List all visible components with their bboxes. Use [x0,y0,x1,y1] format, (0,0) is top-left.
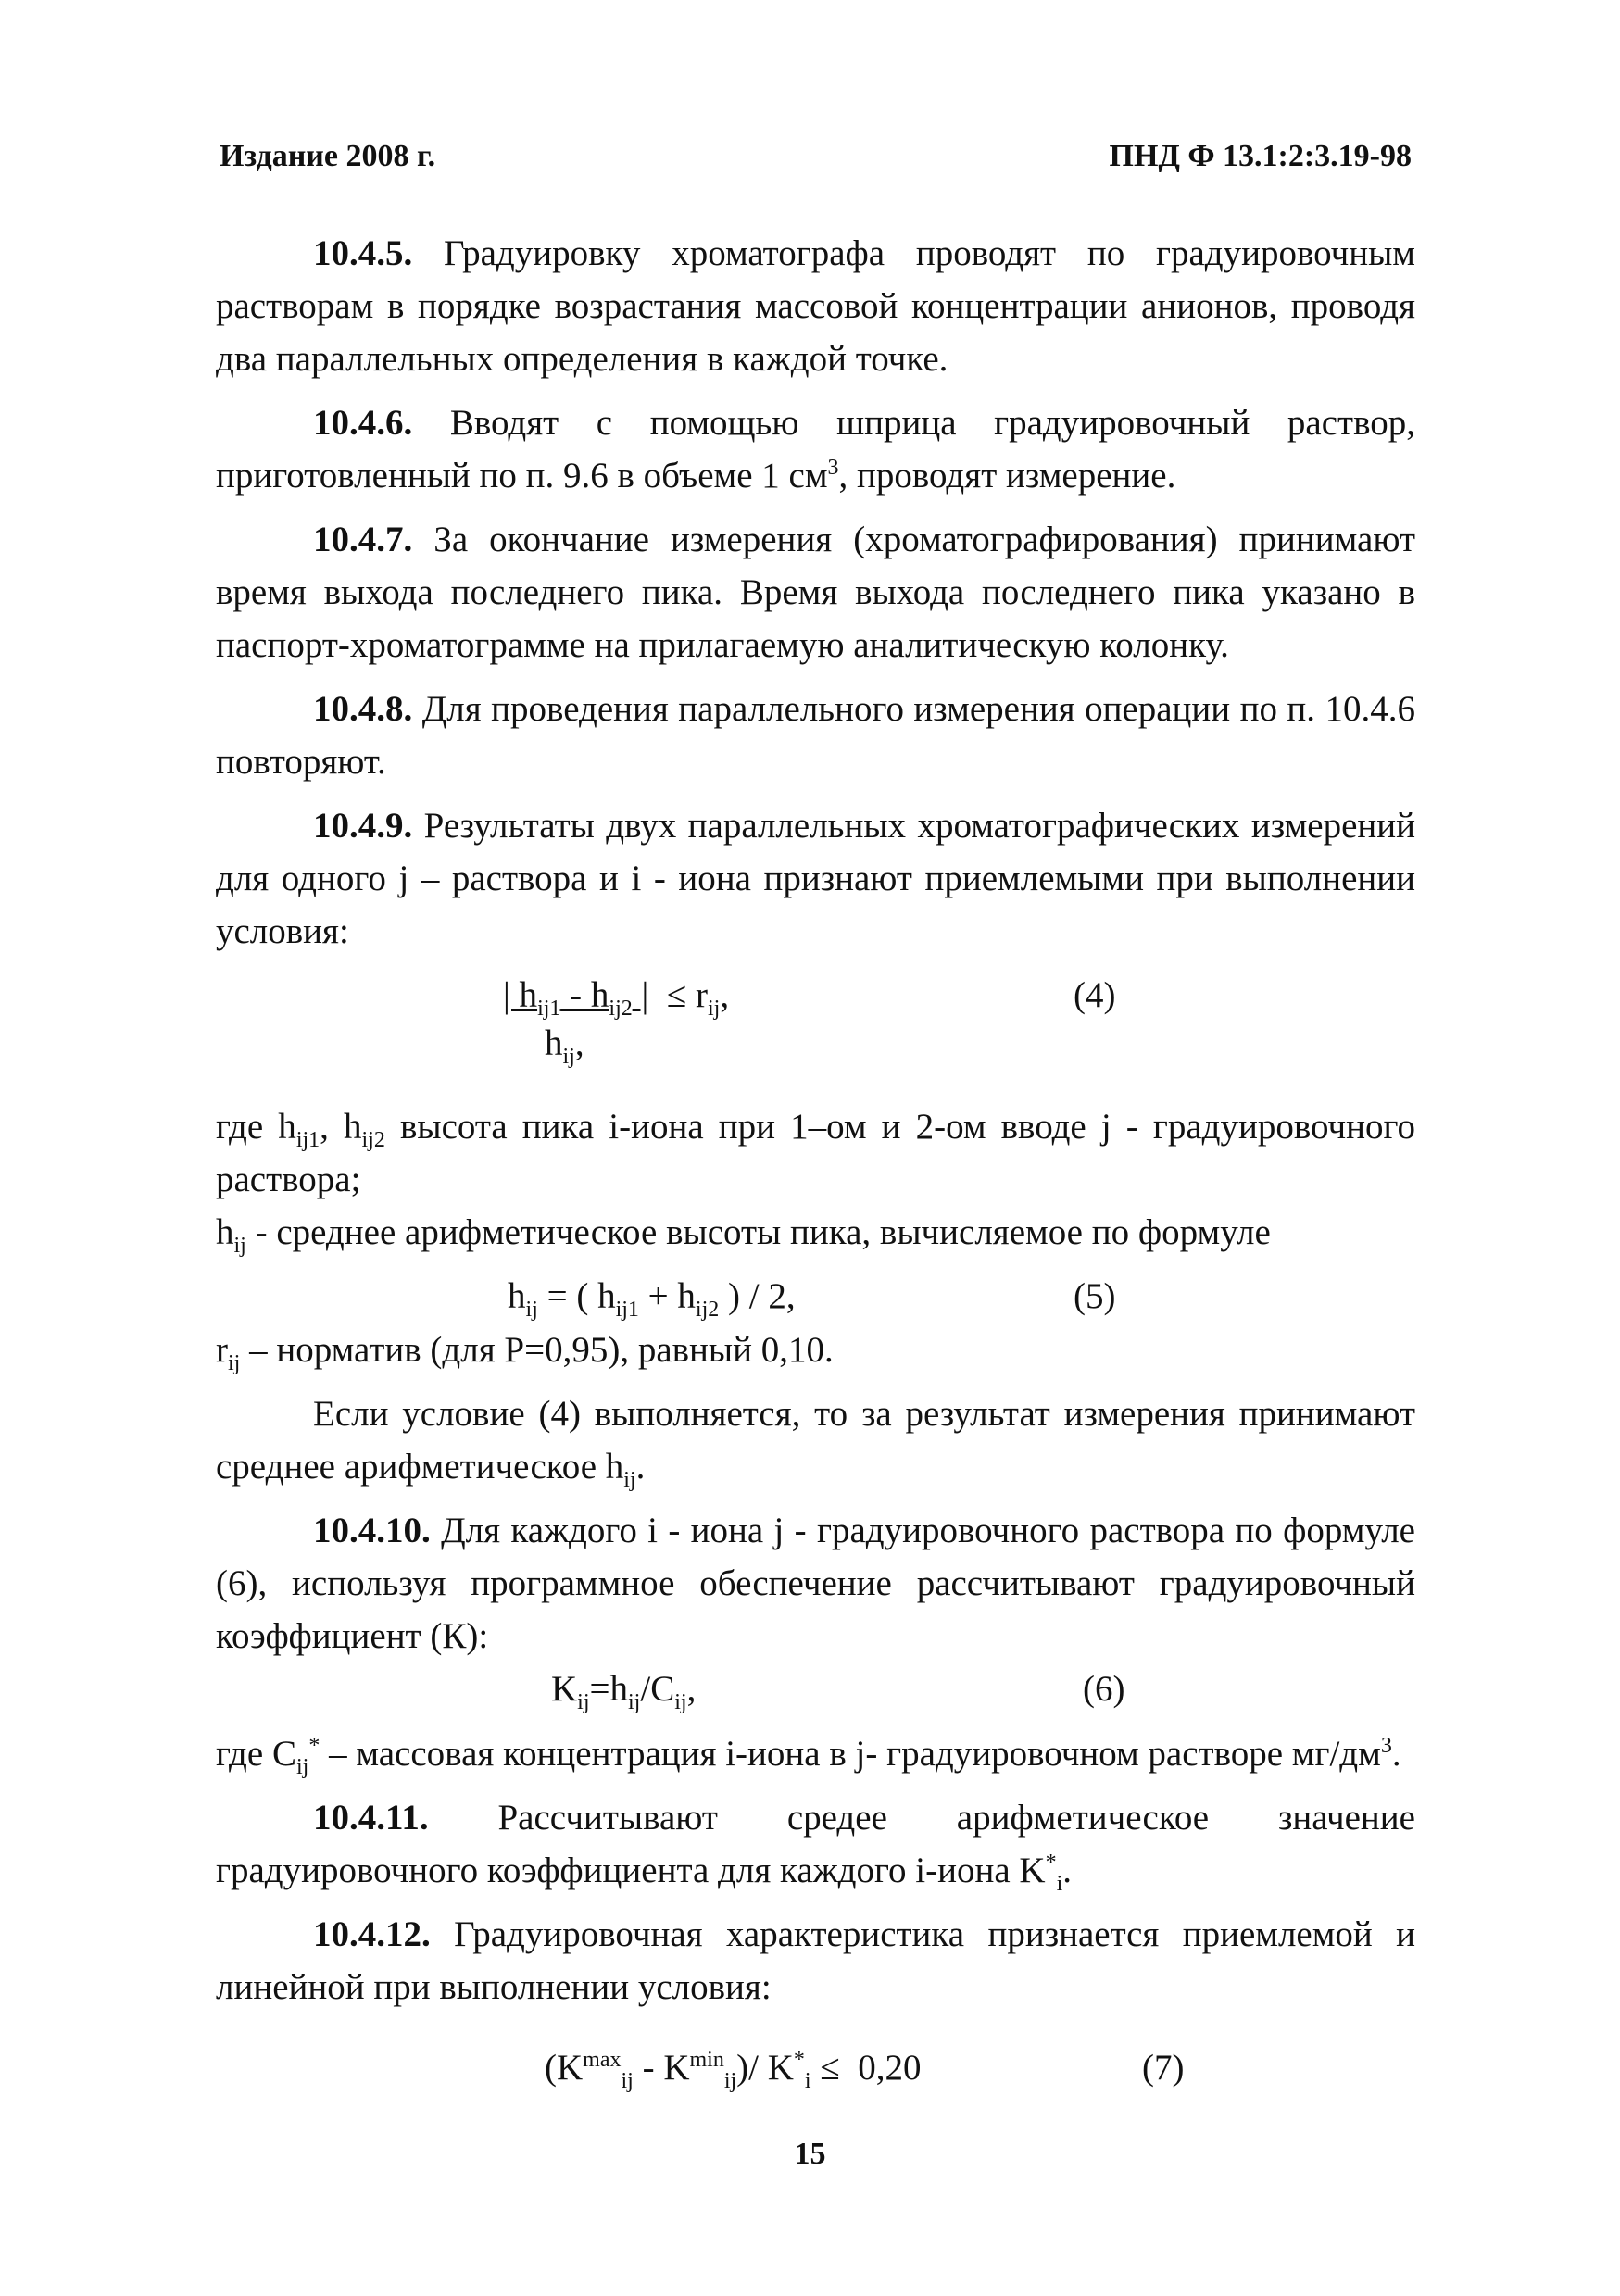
superscript: * [1045,1851,1057,1875]
paragraph-10-4-11 [216,1791,1415,1897]
paragraph-10-4-12 [216,1908,1415,2014]
paragraph-10-4-8 [216,683,1415,788]
page-body [216,227,1415,2095]
paragraph-text: , проводят измерение. [838,456,1176,496]
paragraph-text: . [1062,1851,1072,1890]
text: где h [216,1107,296,1147]
paragraph-text: Результаты двух параллельных хроматографических измерений для одного j – раствора и i - иона признают приемлемыми при выполнении условия: [216,806,1415,951]
text: . [1391,1734,1401,1774]
formula-7-number: (7) [1142,2048,1185,2088]
text: . [635,1447,646,1487]
text: h [216,1212,234,1252]
formula-6 [216,1662,1415,1716]
section-number: 10.4.5. [313,233,413,273]
formula-7-expression: $(K^{max}_{ij} - K^{min}_{ij})/$ $K^*_i \le 0,20$ [545,2048,922,2093]
formula-7 [216,2041,1415,2095]
paragraph-text: Для проведения параллельного измерения операции по п. 10.4.6 повторяют. [216,689,1415,782]
paragraph-condition-4: Если условие (4) выполняется, то за результат измерения принимают среднее арифметическое $h_{ij}$. [216,1394,1415,1492]
subscript: i [1056,1871,1063,1896]
superscript: 3 [1380,1734,1392,1758]
section-number: 10.4.12. [313,1914,431,1954]
paragraph-text: За окончание измерения (хроматографирования) принимают время выхода последнего пика. Время выхода последнего пика указано в паспорт-хроматограмме на прилагаемую аналитическую колонку. [216,520,1415,665]
section-number: 10.4.6. [313,403,413,443]
paragraph-10-4-9 [216,799,1415,958]
paragraph-rij-definition: $r_{ij}$ – норматив (для P=0,95), равный 0,10. [216,1330,834,1375]
section-number: 10.4.7. [313,520,413,559]
section-number: 10.4.8. [313,689,413,729]
formula-5-expression: $h_{ij}$ = ( $h_{ij1} + h_{ij2}$ ) / 2, [508,1276,796,1322]
formula-4-numerator: | $h_{ij1} - h_{ij2}$ | ≤ $r_{ij}$, [503,975,730,1021]
section-number: 10.4.9. [313,806,413,846]
paragraph-text: Градуировочная характеристика признается приемлемой и линейной при выполнении условия: [216,1914,1415,2007]
paragraph-text: Рассчитывают средее арифметическое значение градуировочного коэффициента для каждого i-иона K [216,1798,1415,1890]
edition-label: Издание 2008 г. [220,139,436,173]
paragraph-where-hij: где $h_{ij1}$, $h_{ij2}$ высота пика i-иона при 1–ом и 2-ом вводе j - градуировочного раствора; [216,1107,1416,1199]
paragraph-hij-definition: $h_{ij}$ - среднее арифметическое высоты пика, вычисляемое по формуле [216,1212,1271,1258]
text: Если условие (4) выполняется, то за результат измерения принимают среднее арифметическое h [216,1394,1415,1487]
text: – массовая концентрация i-иона в j- градуировочном растворе мг/дм [320,1734,1381,1774]
paragraph-10-4-10 [216,1504,1415,1662]
text: - среднее арифметическое высоты пика, вычисляемое по формуле [245,1212,1271,1252]
paragraph-text: Вводят с помощью шприца градуировочный раствор, приготовленный по п. 9.6 в объеме 1 см [216,403,1415,496]
formula-4 [216,969,1415,1089]
section-number: 10.4.11. [313,1798,429,1838]
formula-4-number: (4) [1074,975,1116,1015]
paragraph-10-4-7 [216,513,1415,671]
paragraph-where-cij: где $C_{ij}^*$ – массовая концентрация i-иона в j- градуировочном растворе $мг/дм^3$. [216,1734,1401,1779]
formula-6-expression: $K_{ij}=h_{ij}/C_{ij}$, [551,1669,697,1714]
paragraph-text: Для каждого i - иона j - градуировочного раствора по формуле (6), используя программное обеспечение рассчитывают градуировочный коэффициент (К): [216,1511,1415,1656]
document-code: ПНД Ф 13.1:2:3.19-98 [1109,139,1412,173]
formula-5 [216,1270,1415,1324]
text: где C [216,1734,296,1774]
text: r [216,1330,228,1370]
text: – норматив (для P=0,95), равный 0,10. [240,1330,834,1370]
text: , h [320,1107,362,1147]
page-number: 15 [794,2137,826,2171]
superscript: 3 [827,456,839,480]
formula-5-number: (5) [1074,1276,1116,1316]
text: высота пика i-иона при 1–ом и 2-ом вводе j - градуировочного раствора; [216,1107,1416,1199]
paragraph-10-4-6 [216,396,1415,502]
paragraph-10-4-5 [216,227,1415,385]
formula-6-number: (6) [1083,1669,1125,1709]
formula-4-denominator: $h_{ij}$, [545,1023,584,1069]
paragraph-text: Градуировку хроматографа проводят по градуировочным растворам в порядке возрастания массовой концентрации анионов, проводя два параллельных определения в каждой точке. [216,233,1415,379]
section-number: 10.4.10. [313,1511,431,1550]
